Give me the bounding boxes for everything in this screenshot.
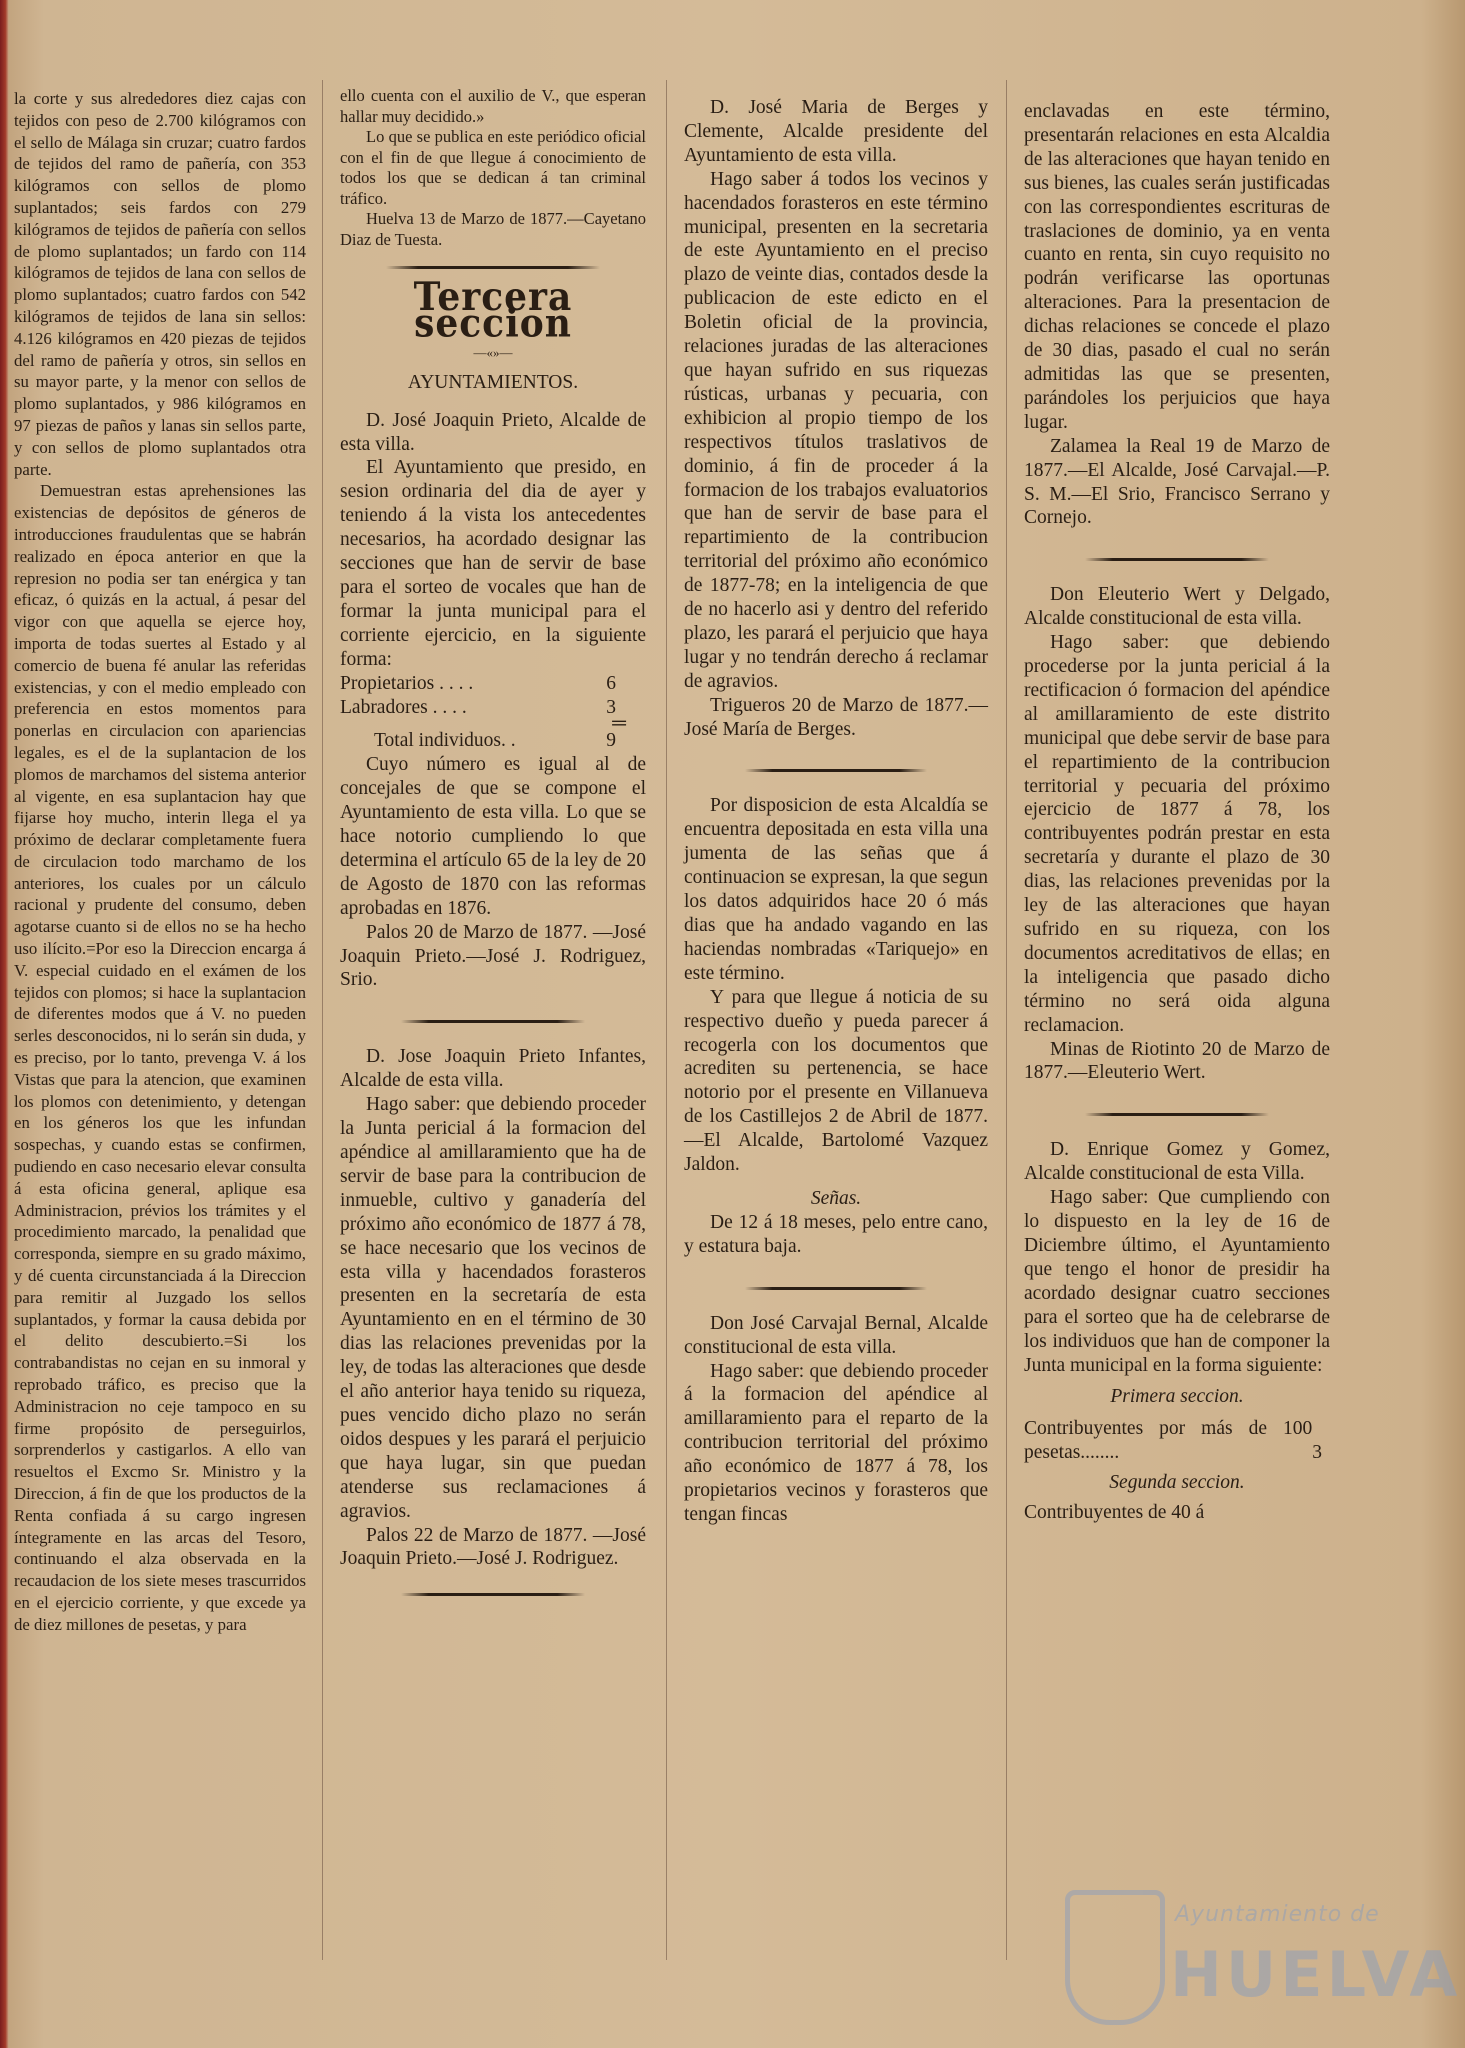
paragraph: Demuestran estas aprehensiones las existencias de depósitos de géneros de introducciones fraudulentas que se habrán realizado en época anterior en que la represion no podia ser tan enérgica y tan eficaz, ó quizás en la actual, á pesar del vigor con que aquella se ejerce hoy, importa de todas suertes al Estado y al comercio de buena fé anular las referidas existencias, y con el medio empleado con preferencia en estos momentos para ponerlas en circulacion con apariencias legales, es el de la suplantacion de los plomos de marchamos del sistema anterior al vigente, en esa suplantacion hay que fijarse hoy mucho, interin llega el ya próximo de declarar completamente fuera de circulacion todo marchamo de los anteriores, los cuales por un cálculo racional y prudente del consumo, deben agotarse cuanto si de ellos no se ha hecho uso ilícito.=Por eso la Direccion encarga á V. especial cuidado en el exámen de los tejidos con plomos; si hace la suplantacion de diferentes modos que á V. no pueden serles desconocidos, ni lo serán sin duda, y es preciso, por lo tanto, prevenga V. á los Vistas que para la atencion, que examinen los plomos con detenimiento, y detengan en los géneros los que les infundan sospechas, y cuando estas se confirmen, pudiendo en caso necesario elevar consulta á esta oficina general, aplique esa Administracion, prévios los trámites y el procedimiento marcado, la penalidad que corresponda, siempre en su grado máximo, y dé cuenta circunstanciada á la Direccion para remitir al Juzgado los sellos suplantados, y formar la causa debida por el delito descubierto.=Si los contrabandistas no cejan en su inmoral y reprobado tráfico, es preciso que la Administracion no ceje tampoco en su firme propósito de perseguirlos, sorprenderlos y castigarlos. A ello van resueltos el Excmo Sr. Ministro y la Direccion, á fin de que los productos de la Renta confiada á su cargo ingresen íntegramente en las arcas del Tesoro, continuando el alza observada en la recaudacion de los siete meses trascurridos en el ejercicio corriente, y que excede ya de diez millones de pesetas, y para	[14, 481, 306, 1634]
divider	[1085, 1113, 1269, 1116]
row-value: 3	[606, 696, 616, 718]
edict-heading: D. José Maria de Berges y Clemente, Alcalde presidente del Ayuntamiento de esta villa.	[684, 97, 988, 166]
signature: Huelva 13 de Marzo de 1877.—Cayetano Diaz de Tuesta.	[340, 209, 646, 249]
signature: Palos 22 de Marzo de 1877. —José Joaquin Prieto.—José J. Rodriguez.	[340, 1524, 646, 1570]
row-label: Contribuyentes de 40 á	[1024, 1502, 1205, 1524]
edict-heading: Don José Carvajal Bernal, Alcalde constitucional de esta villa.	[684, 1312, 988, 1358]
divider	[745, 769, 927, 772]
sub-section-title: Primera seccion.	[1110, 1386, 1244, 1408]
watermark-small-text: Ayuntamiento de	[1175, 1902, 1380, 1927]
divider	[745, 1287, 927, 1290]
column-3	[684, 96, 988, 1527]
senas-title: Señas.	[810, 1187, 862, 1209]
list-row	[1024, 1417, 1330, 1465]
shield-icon	[1065, 1890, 1165, 2025]
column-rule	[666, 80, 667, 1960]
paragraph: ello cuenta con el auxilio de V., que esperan hallar muy decidido.»	[340, 86, 646, 126]
edict-body: Hago saber: Que cumpliendo con lo dispuesto en la ley de 16 de Diciembre último, el Ayuntamiento que tengo el honor de presidir ha acordado designar cuatro secciones para el sorteo que ha de celebrarse de los individuos que han de componer la Junta municipal en la forma siguiente:	[1024, 1187, 1330, 1376]
column-4	[1024, 100, 1330, 1525]
page-edge	[0, 0, 9, 2048]
row-label: Contribuyentes por más de 100 pesetas........	[1024, 1418, 1313, 1464]
list-row	[340, 696, 646, 720]
divider	[401, 1593, 585, 1596]
edict-body: El Ayuntamiento que presido, en sesion ordinaria del dia de ayer y teniendo á la vista los antecedentes necesarios, ha acordado designar las secciones que han de servir de base para el sorteo de vocales que han de formar la junta municipal para el corriente ejercicio, en la siguiente forma:	[340, 457, 646, 670]
paragraph: la corte y sus alrededores diez cajas con tejidos con peso de 2.700 kilógramos con el sello de Málaga sin cruzar; cuatro fardos de tejidos del ramo de pañería, con 353 kilógramos con sellos de plomo suplantados; seis fardos con 279 kilógramos de tejidos de pañería con sellos de plomo suplantados; un fardo con 114 kilógramos de tejidos de lana con sellos de plomo suplantados; cuatro fardos con 542 kilógramos de tejidos de lana sin sellos: 4.126 kilógramos en 420 piezas de tejidos del ramo de pañería y otros, sin sellos en su mayor parte, y la menor con sellos de plomo suplantados, y 986 kilógramos en 97 piezas de paños y lanas sin sellos parte, y con sellos de plomo suplantados otra parte.	[14, 89, 306, 479]
watermark-stamp	[1065, 1880, 1462, 2030]
edict-body: Por disposicion de esta Alcaldía se encuentra depositada en esta villa una jumenta de las señas que á continuacion se expresan, la que segun los datos adquiridos hace 20 ó más dias que ha andado vagando en las haciendas nombradas «Tariquejo» en este término.	[684, 795, 988, 984]
edict-body: Hago saber á todos los vecinos y hacendados forasteros en este término municipal, presenten en la secretaria de este Ayuntamiento en el preciso plazo de veinte dias, contados desde la publicacion de este edicto en el Boletin oficial de la provincia, relaciones juradas de las alteraciones que hayan sufrido en sus riquezas rústicas, urbanas y pecuaria, con exhibicion al propio tiempo de los respectivos títulos traslativos de dominio, á fin de proceder á la formacion de los trabajos evaluatorios que han de servir de base para el repartimiento de la contribucion territorial del próximo año económico de 1877-78; en la inteligencia de que de no hacerlo asi y dentro del referido plazo, les parará el perjuicio que haya lugar y no tendrán derecho á reclamar de agravios.	[684, 168, 988, 692]
row-label: Propietarios . . . .	[340, 672, 474, 694]
watermark-big-text: HUELVA	[1170, 1938, 1462, 2011]
paragraph: Lo que se publica en este periódico oficial con el fin de que llegue á conocimiento de todos los que se dedican á tan criminal tráfico.	[340, 127, 646, 208]
edict-heading: D. Enrique Gomez y Gomez, Alcalde constitucional de esta Villa.	[1024, 1139, 1330, 1185]
ornament: —«»—	[473, 344, 513, 360]
divider	[386, 266, 600, 269]
edict-heading: Don Eleuterio Wert y Delgado, Alcalde constitucional de esta villa.	[1024, 584, 1330, 630]
signature: Palos 20 de Marzo de 1877. —José Joaquin Prieto.—José J. Rodriguez, Srio.	[340, 921, 646, 991]
column-2	[340, 86, 646, 1618]
edict-body: Hago saber: que debiendo proceder la Junta pericial á la formacion del apéndice al amillaramiento que ha de servir de base para la contribucion de inmueble, cultivo y ganadería del próximo año económico de 1877 á 78, se hace necesario que los vecinos de esta villa y hacendados forasteros presenten en la secretaría de esta Ayuntamiento en en el término de 30 dias las relaciones prevenidas por la ley, de todas las alteraciones que desde el año anterior haya tenido su riqueza, pues vencido dicho plazo no serán oidos despues y les parará el perjuicio que haya lugar, sin que puedan atenderse sus reclamaciones á agravios.	[340, 1094, 646, 1522]
row-label: Labradores . . . .	[340, 696, 467, 718]
total-rule: ═	[612, 713, 626, 735]
signature: Trigueros 20 de Marzo de 1877.—José María de Berges.	[684, 694, 988, 740]
column-1	[14, 88, 306, 1636]
senas-body: De 12 á 18 meses, pelo entre cano, y estatura baja.	[684, 1211, 988, 1257]
section-title: Tercera seccion	[413, 273, 573, 347]
edict-body: enclavadas en este término, presentarán relaciones en esta Alcaldia de las alteraciones que hayan tenido en sus bienes, las cuales serán justificadas con las correspondientes escrituras de traslaciones de dominio, ya en venta cuanto en renta, sin cuyo requisito no podrán verificarse las oportunas alteraciones. Para la presentacion de dichas relaciones se concede el plazo de 30 dias, pasado el cual no serán admitidas las que se presenten, parándoles los perjuicios que haya lugar.	[1024, 101, 1330, 433]
divider	[401, 1020, 585, 1023]
column-rule	[322, 80, 323, 1960]
edict-heading: D. Jose Joaquin Prieto Infantes, Alcalde de esta villa.	[340, 1046, 646, 1092]
divider	[1085, 558, 1269, 561]
total-label: Total individuos. .	[374, 730, 516, 752]
signature: Minas de Riotinto 20 de Marzo de 1877.—Eleuterio Wert.	[1024, 1038, 1330, 1084]
total-row	[340, 729, 646, 753]
edict-body: Y para que llegue á noticia de su respectivo dueño y pueda parecer á recogerla con los documentos que acrediten su pertenencia, se hace notorio por el presente en Villanueva de los Castillejos 2 de Abril de 1877.—El Alcalde, Bartolomé Vazquez Jaldon.	[684, 986, 988, 1176]
column-rule	[1006, 80, 1007, 1960]
edict-body: Hago saber: que debiendo proceder á la formacion del apéndice al amillaramiento para el reparto de la contribucion territorial del próximo año económico de 1877 á 78, los propietarios vecinos y forasteros que tengan fincas	[684, 1360, 988, 1525]
section-subtitle: AYUNTAMIENTOS.	[407, 371, 579, 393]
total-value: 9	[606, 730, 616, 752]
sub-section-title: Segunda seccion.	[1109, 1472, 1245, 1494]
edict-body: Hago saber: que debiendo procederse por la junta pericial á la rectificacion ó formacion del apéndice al amillaramiento de este distrito municipal que debe servir de base para el repartimiento de la contribucion territorial y pecuaria del próximo ejercicio de 1877 á 78, los contribuyentes podrán prestar en esta secretaría y durante el plazo de 30 dias, las relaciones prevenidas por la ley de las alteraciones que hayan sufrido en su riqueza, con los documentos acreditativos de ellas; en la inteligencia que pasado dicho término no será oida alguna reclamacion.	[1024, 632, 1330, 1036]
signature: Zalamea la Real 19 de Marzo de 1877.—El Alcalde, José Carvajal.—P. S. M.—El Srio, Francisco Serrano y Cornejo.	[1024, 435, 1330, 529]
row-value: 3	[1312, 1442, 1322, 1464]
edict-heading: D. José Joaquin Prieto, Alcalde de esta villa.	[340, 409, 646, 455]
edict-body: Cuyo número es igual al de concejales de que se compone el Ayuntamiento de esta villa. Lo que se hace notorio cumpliendo lo que determina el artículo 65 de la ley de 20 de Agosto de 1870 con las reformas aprobadas en 1876.	[340, 754, 646, 919]
row-value: 6	[606, 672, 616, 694]
list-row	[340, 672, 646, 696]
